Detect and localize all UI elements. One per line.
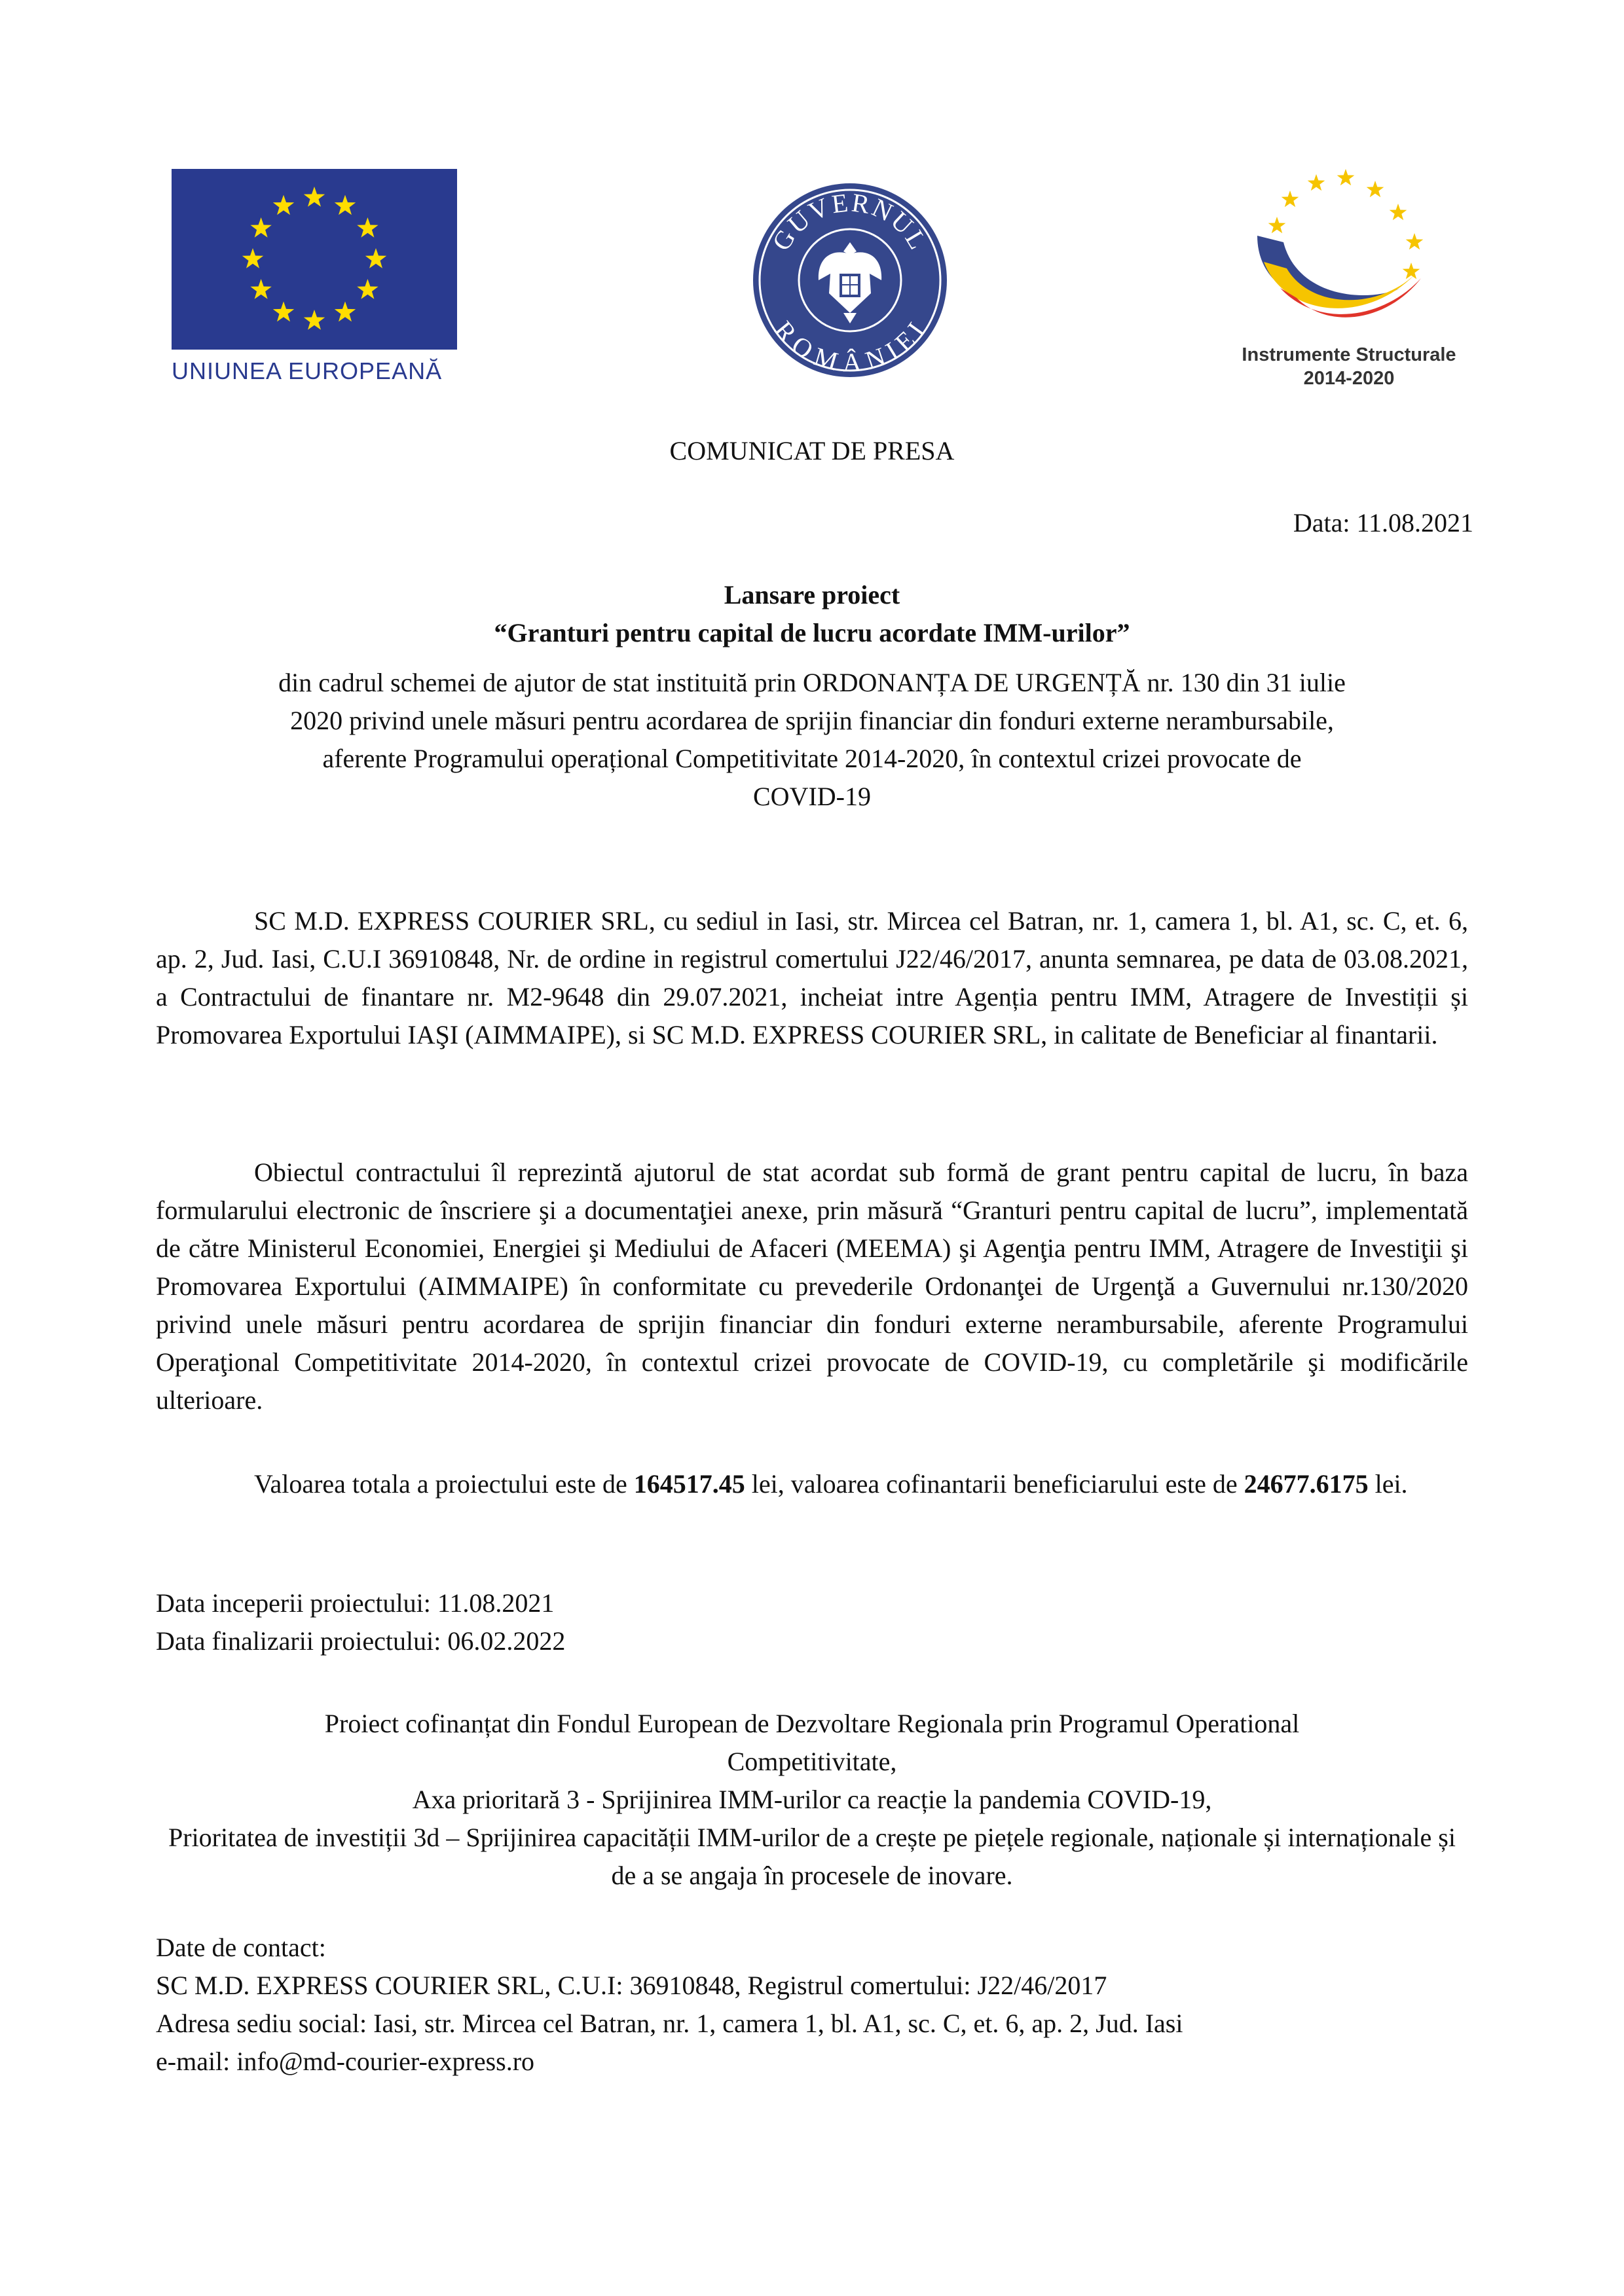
cofinancing-line2: Axa prioritară 3 - Sprijinirea IMM-urilor ca reacție la pandemia COVID-19, xyxy=(412,1785,1212,1814)
gov-ring-bottom-text: ROMÂNIEI xyxy=(769,315,932,378)
is-star-icon xyxy=(1337,169,1355,185)
is-star-icon xyxy=(1367,181,1384,197)
eu-star-icon xyxy=(335,301,356,321)
is-label-line1: Instrumente Structurale xyxy=(1242,344,1456,365)
total-value: 164517.45 xyxy=(633,1469,745,1499)
contact-address: Adresa sediu social: Iasi, str. Mircea cel Batran, nr. 1, camera 1, bl. A1, sc. C, et. 6, ap. 2, Jud. Iasi xyxy=(156,2009,1183,2038)
eu-label: UNIUNEA EUROPEANĂ xyxy=(172,357,443,384)
cofinancing-line3: Prioritatea de investiții 3d – Sprijinirea capacității IMM-urilor de a crește pe piețele regionale, naționale și internaționale și de a se angaja în procesele de inovare. xyxy=(168,1823,1456,1890)
is-swoosh-icon xyxy=(1218,164,1480,340)
eu-flag xyxy=(172,169,457,350)
contact-details xyxy=(156,1929,1183,2081)
project-dates xyxy=(156,1584,565,1660)
eu-star-icon xyxy=(335,195,356,215)
project-title-line1: Lansare proiect xyxy=(724,580,900,610)
cofinancing-line1: Proiect cofinanțat din Fondul European de Dezvoltare Regionala prin Programul Operational Competitivitate, xyxy=(324,1709,1300,1776)
romanian-government-logo xyxy=(752,182,948,378)
eu-star-icon xyxy=(304,187,325,207)
eu-stars-icon xyxy=(172,169,457,350)
cofinancing-statement xyxy=(156,1705,1468,1895)
eu-star-icon xyxy=(242,248,263,268)
eu-star-icon xyxy=(250,217,271,238)
project-title-line2: “Granturi pentru capital de lucru acordate IMM-urilor” xyxy=(494,618,1130,647)
is-star-icon xyxy=(1403,263,1420,279)
eu-star-icon xyxy=(273,195,294,215)
eu-star-icon xyxy=(250,279,271,299)
gov-seal-icon xyxy=(752,182,948,378)
value-prefix: Valoarea totala a proiectului este de xyxy=(254,1469,634,1499)
project-title xyxy=(0,576,1624,652)
eu-star-icon xyxy=(273,301,294,321)
end-date: Data finalizarii proiectului: 06.02.2022 xyxy=(156,1626,566,1656)
is-star-icon xyxy=(1406,233,1424,249)
start-date: Data inceperii proiectului: 11.08.2021 xyxy=(156,1588,555,1618)
value-middle: lei, valoarea cofinantarii beneficiarului este de xyxy=(745,1469,1244,1499)
project-subtitle: din cadrul schemei de ajutor de stat instituită prin ORDONANȚA DE URGENȚĂ nr. 130 din 31 iulie 2020 privind unele măsuri pentru acordarea de sprijin financiar din fonduri externe nerambursabile, aferente Programului operațional Competitivitate 2014-2020, în contextul crizei provocate de COVID-19 xyxy=(278,668,1346,811)
is-star-icon xyxy=(1268,217,1286,233)
paragraph-beneficiary: SC M.D. EXPRESS COURIER SRL, cu sediul in Iasi, str. Mircea cel Batran, nr. 1, camera 1, bl. A1, sc. C, et. 6, ap. 2, Jud. Iasi, C.U.I 36910848, Nr. de ordine in registrul comertului J22/46/2017, anunta semnarea, pe data de 03.08.2021, a Contractului de finantare nr. M2-9648 din 29.07.2021, incheiat intre Agenția pentru IMM, Atragere de Investiții și Promovarea Exportului IAŞI (AIMMAIPE), si SC M.D. EXPRESS COURIER SRL, in calitate de Beneficiar al finantarii. xyxy=(156,906,1468,1049)
eu-star-icon xyxy=(357,279,378,299)
eu-star-icon xyxy=(304,310,325,330)
contact-company: SC M.D. EXPRESS COURIER SRL, C.U.I: 36910848, Registrul comertului: J22/46/2017 xyxy=(156,1971,1107,2000)
instrumente-structurale-logo xyxy=(1218,164,1480,399)
is-label-line2: 2014-2020 xyxy=(1303,368,1395,389)
contact-label: Date de contact: xyxy=(156,1933,326,1962)
document-date: Data: 11.08.2021 xyxy=(1293,508,1473,538)
contact-email: e-mail: info@md-courier-express.ro xyxy=(156,2047,535,2076)
value-suffix: lei. xyxy=(1368,1469,1408,1499)
document-heading: COMUNICAT DE PRESA xyxy=(669,436,955,465)
is-star-icon xyxy=(1308,174,1325,191)
eu-star-icon xyxy=(357,217,378,238)
paragraph-value xyxy=(156,1465,1468,1503)
cofinancing-value: 24677.6175 xyxy=(1244,1469,1369,1499)
gov-ring-top-text: GUVERNUL xyxy=(766,187,934,256)
eu-star-icon xyxy=(365,248,386,268)
is-star-icon xyxy=(1282,191,1299,207)
paragraph-contract-object: Obiectul contractului îl reprezintă ajutorul de stat acordat sub formă de grant pentru capital de lucru, în baza formularului electronic de înscriere şi a documentaţiei anexe, prin măsură “Granturi pentru capital de lucru”, implementată de către Ministerul Economiei, Energiei şi Mediului de Afaceri (MEEMA) şi Agenţia pentru IMM, Atragere de Investiţii şi Promovarea Exportului (AIMMAIPE) în conformitate cu prevederile Ordonanţei de Urgenţă a Guvernului nr.130/2020 privind unele măsuri pentru acordarea de sprijin financiar din fonduri externe nerambursabile, aferente Programului Operaţional Competitivitate 2014-2020, în contextul crizei provocate de COVID-19, cu completările şi modificările ulterioare. xyxy=(156,1157,1468,1415)
eu-logo xyxy=(172,169,457,392)
is-star-icon xyxy=(1390,204,1407,220)
